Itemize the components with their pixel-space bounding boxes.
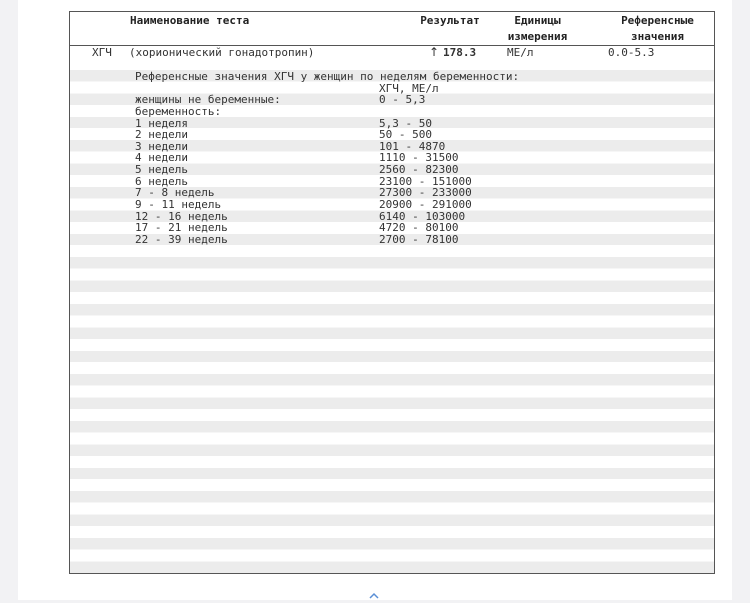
lab-report-table bbox=[69, 11, 715, 574]
reference-note-title: Референсные значения ХГЧ у женщин по неделям беременности: bbox=[135, 70, 520, 83]
week-value: 23100 - 151000 bbox=[379, 175, 472, 188]
header-ref-line2: значения bbox=[631, 30, 684, 43]
header-reference bbox=[600, 13, 715, 45]
week-value: 4720 - 80100 bbox=[379, 221, 459, 234]
week-label: 2 недели bbox=[135, 128, 188, 141]
week-label: 5 недель bbox=[135, 163, 188, 176]
week-value: 6140 - 103000 bbox=[379, 210, 466, 223]
test-name: (хорионический гонадотропин) bbox=[129, 46, 315, 59]
test-code: ХГЧ bbox=[92, 46, 112, 59]
week-label: 7 - 8 недель bbox=[135, 186, 215, 199]
pregnancy-label: беременность: bbox=[135, 105, 222, 118]
week-value: 1110 - 31500 bbox=[379, 151, 459, 164]
week-value: 27300 - 233000 bbox=[379, 186, 472, 199]
header-units-line2: измерения bbox=[507, 30, 568, 43]
header-ref-line1: Референсные bbox=[621, 14, 694, 27]
week-label: 3 недели bbox=[135, 140, 188, 153]
header-result: Результат bbox=[420, 14, 480, 27]
week-value: 20900 - 291000 bbox=[379, 198, 472, 211]
table-header bbox=[70, 12, 714, 46]
week-value: 50 - 500 bbox=[379, 128, 432, 141]
header-units-line1: Единицы bbox=[514, 14, 561, 27]
week-label: 12 - 16 недель bbox=[135, 210, 228, 223]
week-value: 2560 - 82300 bbox=[379, 163, 459, 176]
header-test-name: Наименование теста bbox=[130, 14, 250, 27]
week-label: 17 - 21 недель bbox=[135, 221, 228, 234]
week-label: 4 недели bbox=[135, 151, 188, 164]
header-units bbox=[490, 13, 585, 45]
test-units: МЕ/л bbox=[507, 46, 534, 59]
caret-up-icon[interactable] bbox=[368, 591, 380, 600]
not-pregnant-label: женщины не беременные: bbox=[135, 93, 281, 106]
week-label: 22 - 39 недель bbox=[135, 233, 228, 246]
week-value: 101 - 4870 bbox=[379, 140, 446, 153]
week-value: 5,3 - 50 bbox=[379, 117, 432, 130]
arrow-up-icon: ↑ bbox=[429, 45, 440, 59]
caret-up-icon-svg bbox=[368, 591, 380, 600]
week-label: 1 неделя bbox=[135, 117, 188, 130]
week-label: 6 недель bbox=[135, 175, 188, 188]
test-result-value: 178.3 bbox=[443, 46, 477, 59]
week-label: 9 - 11 недель bbox=[135, 198, 222, 211]
week-value: 2700 - 78100 bbox=[379, 233, 459, 246]
test-reference: 0.0-5.3 bbox=[608, 46, 655, 59]
document-page bbox=[18, 0, 732, 600]
not-pregnant-value: 0 - 5,3 bbox=[379, 93, 426, 106]
reference-unit-caption: ХГЧ, МЕ/л bbox=[379, 82, 439, 95]
